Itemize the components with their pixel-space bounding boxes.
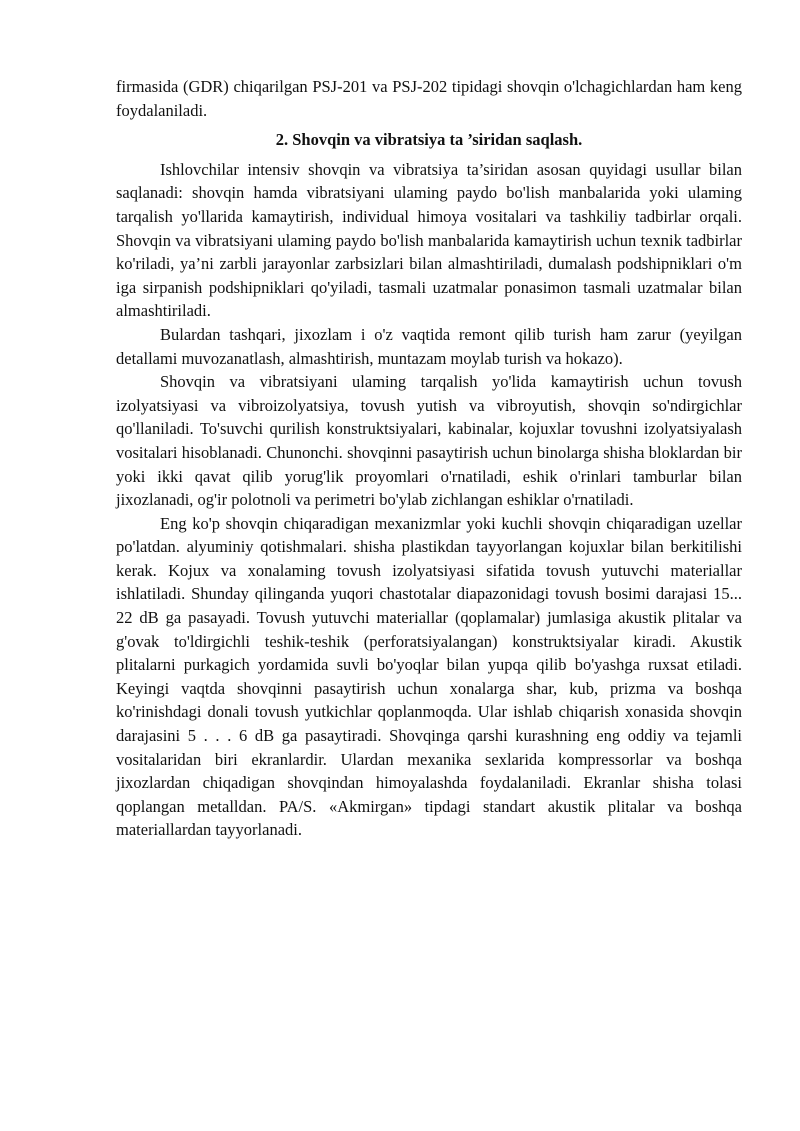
paragraph-maintenance: Bulardan tashqari, jixozlam i o'z vaqtida remont qilib turish ham zarur (yeyilgan detallami muvozanatlash, almashtirish, muntazam moylab turish va hokazo). <box>116 324 742 368</box>
paragraph-propagation-reduction: Shovqin va vibratsiyani ulaming tarqalish yo'lida kamaytirish uchun tovush izolyatsiyasi va vibroizolyatsiya, tovush yutish va vibroyutish, shovqin so'ndirgichlar qo'llaniladi. To'suvchi qurilish konstruktsiyalari, kabinalar, kojuxlar tovushni izolyatsiyalash vositalari hisoblanadi. Chunonchi. shovqinni pasaytirish uchun binolarga shisha bloklardan bir yoki ikki qavat qilib yorug'lik proyomlari o'rnatiladi, eshik o'rinlari tamburlar bilan jixozlanadi, og'ir polotnoli va perimetri bo'ylab zichlangan eshiklar o'rnatiladi. <box>116 372 742 510</box>
section-heading: 2. Shovqin va vibratsiya ta ’siridan saqlash. <box>275 130 583 150</box>
document-page <box>116 75 742 842</box>
paragraph-protection-methods: Ishlovchilar intensiv shovqin va vibratsiya ta’siridan asosan quyidagi usullar bilan saqlanadi: shovqin hamda vibratsiyani ulaming paydo bo'lish manbalarida yoki ulaming tarqalish yo'llarida kamaytirish, individual himoya vositalari va tashkiliy tadbirlar orqali. Shovqin va vibratsiyani ulaming paydo bo'lish manbalarida kamaytirish uchun texnik tadbirlar ko'riladi, ya’ni zarbli jarayonlar zarbsizlari bilan almashtiriladi, dumalash podshipniklari o'm iga sirpanish podshipniklari qo'yiladi, tasmali uzatmalar ponasimon tasmali uzatmalar bilan almashtiriladi. <box>116 159 742 321</box>
paragraph-enclosures-absorbers: Eng ko'p shovqin chiqaradigan mexanizmlar yoki kuchli shovqin chiqaradigan uzellar po'latdan. alyuminiy qotishmalari. shisha plastikdan tayyorlangan kojuxlar bilan berkitilishi kerak. Kojux va xonalaming tovush izolyatsiyasi sifatida tovush yutuvchi materiallar ishlatiladi. Shunday qilinganda yuqori chastotalar diapazonidagi tovush bosimi darajasi 15... 22 dB ga pasayadi. Tovush yutuvchi materiallar (qoplamalar) jumlasiga akustik plitalar va g'ovak to'ldirgichli teshik-teshik (perforatsiyalangan) konstruktsiyalar kiradi. Akustik plitalarni purkagich yordamida suvli bo'yoqlar bilan yupqa qilib bo'yashga ruxsat etiladi. Keyingi vaqtda shovqinni pasaytirish uchun xonalarga shar, kub, prizma va boshqa ko'rinishdagi donali tovush yutkichlar qoplanmoqda. Ular ishlab chiqarish xonasida shovqin darajasini 5 . . . 6 dB ga pasaytiradi. Shovqinga qarshi kurashning eng oddiy va tejamli vositalaridan biri ekranlardir. Ulardan mexanika sexlarida kompressorlar va boshqa jixozlardan chiqadigan shovqindan himoyalashda foydalaniladi. Ekranlar shisha tolasi qoplangan metalldan. PA/S. «Akmirgan» tipdagi standart akustik plitalar va boshqa materiallardan tayyorlanadi. <box>116 513 742 840</box>
intro-paragraph: firmasida (GDR) chiqarilgan PSJ-201 va PSJ-202 tipidagi shovqin o'lchagichlardan ham keng foydalaniladi. <box>116 77 742 120</box>
